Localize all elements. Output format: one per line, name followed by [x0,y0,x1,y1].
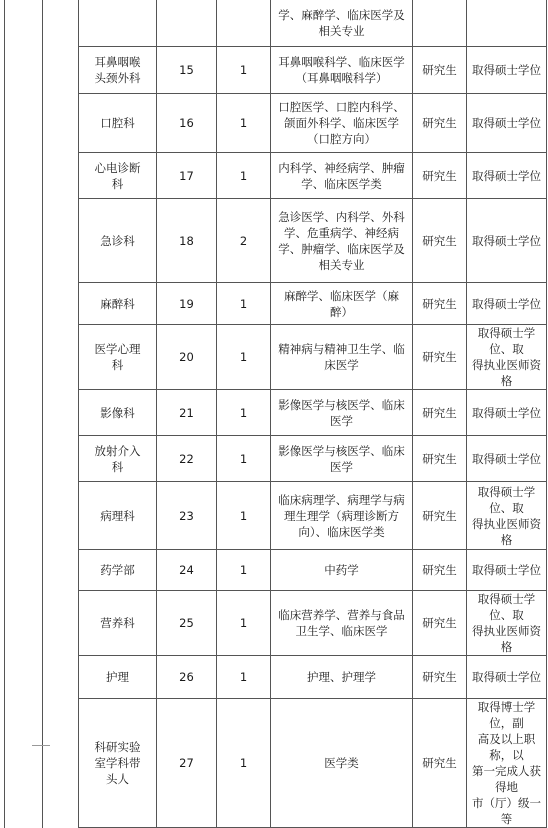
dept-cell: 科研实验 室学科带 头人 [79,699,157,828]
edu-cell: 研究生 [413,591,467,656]
blank-cell [5,94,43,153]
table-row [5,47,547,94]
blank-cell [43,199,79,283]
seq-cell: 23 [157,482,217,550]
seq-cell: 22 [157,436,217,482]
count-cell: 1 [217,283,271,325]
blank-cell [43,94,79,153]
count-cell: 1 [217,591,271,656]
requirement-cell [467,0,547,47]
seq-cell: 20 [157,325,217,390]
major-cell: 麻醉学、临床医学（麻 醉） [271,283,413,325]
blank-cell [5,436,43,482]
count-cell: 1 [217,94,271,153]
blank-cell [43,47,79,94]
requirement-cell: 取得硕士学位 [467,47,547,94]
table-row [5,390,547,436]
blank-cell [43,325,79,390]
requirement-cell: 取得硕士学位、取 得执业医师资格 [467,325,547,390]
blank-cell [5,325,43,390]
requirement-cell: 取得硕士学位 [467,656,547,699]
dept-cell: 药学部 [79,550,157,591]
blank-cell [5,199,43,283]
major-cell: 护理、护理学 [271,656,413,699]
count-cell: 1 [217,47,271,94]
table-row [5,699,547,828]
dept-cell: 护理 [79,656,157,699]
requirement-cell: 取得硕士学位 [467,283,547,325]
major-cell: 口腔医学、口腔内科学、 颌面外科学、临床医学 （口腔方向） [271,94,413,153]
seq-cell: 18 [157,199,217,283]
page-edge-line [32,745,50,746]
dept-cell: 麻醉科 [79,283,157,325]
major-cell: 临床病理学、病理学与病 理生理学（病理诊断方 向）、临床医学类 [271,482,413,550]
table-row [5,550,547,591]
edu-cell: 研究生 [413,550,467,591]
recruitment-table [4,0,547,828]
dept-cell: 营养科 [79,591,157,656]
major-cell: 精神病与精神卫生学、临 床医学 [271,325,413,390]
dept-cell: 耳鼻咽喉 头颈外科 [79,47,157,94]
requirement-cell: 取得硕士学位、取 得执业医师资格 [467,591,547,656]
seq-cell: 27 [157,699,217,828]
major-cell: 内科学、神经病学、肿瘤 学、临床医学类 [271,153,413,199]
blank-cell [43,153,79,199]
edu-cell: 研究生 [413,482,467,550]
blank-cell [43,390,79,436]
edu-cell: 研究生 [413,94,467,153]
table-row [5,94,547,153]
blank-cell [5,390,43,436]
seq-cell: 26 [157,656,217,699]
count-cell: 1 [217,436,271,482]
blank-cell [43,591,79,656]
requirement-cell: 取得博士学位，副 高及以上职称，以 第一完成人获得地 市（厅）级一等 [467,699,547,828]
edu-cell: 研究生 [413,436,467,482]
major-cell: 中药学 [271,550,413,591]
blank-cell [43,482,79,550]
count-cell: 1 [217,482,271,550]
count-cell: 1 [217,656,271,699]
edu-cell: 研究生 [413,390,467,436]
table-row [5,283,547,325]
edu-cell: 研究生 [413,656,467,699]
blank-cell [5,0,43,47]
count-cell: 2 [217,199,271,283]
seq-cell: 16 [157,94,217,153]
edu-cell: 研究生 [413,153,467,199]
major-cell: 临床营养学、营养与食品 卫生学、临床医学 [271,591,413,656]
major-cell: 影像医学与核医学、临床 医学 [271,436,413,482]
edu-cell [413,0,467,47]
dept-cell: 放射介入 科 [79,436,157,482]
blank-cell [5,656,43,699]
dept-cell: 影像科 [79,390,157,436]
requirement-cell: 取得硕士学位 [467,390,547,436]
blank-cell [5,47,43,94]
major-cell: 学、麻醉学、临床医学及 相关专业 [271,0,413,47]
dept-cell: 医学心理 科 [79,325,157,390]
blank-cell [43,656,79,699]
table-row [5,591,547,656]
count-cell [217,0,271,47]
blank-cell [43,283,79,325]
dept-cell: 心电诊断 科 [79,153,157,199]
table-row [5,656,547,699]
seq-cell: 21 [157,390,217,436]
requirement-cell: 取得硕士学位、取 得执业医师资格 [467,482,547,550]
requirement-cell: 取得硕士学位 [467,550,547,591]
table-row [5,325,547,390]
count-cell: 1 [217,699,271,828]
dept-cell: 急诊科 [79,199,157,283]
major-cell: 医学类 [271,699,413,828]
dept-cell [79,0,157,47]
edu-cell: 研究生 [413,199,467,283]
requirement-cell: 取得硕士学位 [467,199,547,283]
edu-cell: 研究生 [413,325,467,390]
edu-cell: 研究生 [413,283,467,325]
edu-cell: 研究生 [413,699,467,828]
seq-cell: 24 [157,550,217,591]
table-row [5,436,547,482]
table-row [5,199,547,283]
blank-cell [43,699,79,828]
major-cell: 急诊医学、内科学、外科 学、危重病学、神经病 学、肿瘤学、临床医学及 相关专业 [271,199,413,283]
edu-cell: 研究生 [413,47,467,94]
requirement-cell: 取得硕士学位 [467,153,547,199]
seq-cell: 19 [157,283,217,325]
table-row [5,0,547,47]
seq-cell: 25 [157,591,217,656]
blank-cell [5,283,43,325]
requirement-cell: 取得硕士学位 [467,436,547,482]
dept-cell: 病理科 [79,482,157,550]
count-cell: 1 [217,390,271,436]
table-row [5,153,547,199]
seq-cell [157,0,217,47]
major-cell: 耳鼻咽喉科学、临床医学 （耳鼻咽喉科学） [271,47,413,94]
count-cell: 1 [217,325,271,390]
blank-cell [43,436,79,482]
blank-cell [5,550,43,591]
seq-cell: 17 [157,153,217,199]
count-cell: 1 [217,153,271,199]
seq-cell: 15 [157,47,217,94]
requirement-cell: 取得硕士学位 [467,94,547,153]
blank-cell [5,699,43,828]
blank-cell [43,0,79,47]
blank-cell [5,591,43,656]
blank-cell [5,482,43,550]
blank-cell [43,550,79,591]
dept-cell: 口腔科 [79,94,157,153]
table-row [5,482,547,550]
count-cell: 1 [217,550,271,591]
major-cell: 影像医学与核医学、临床 医学 [271,390,413,436]
blank-cell [5,153,43,199]
